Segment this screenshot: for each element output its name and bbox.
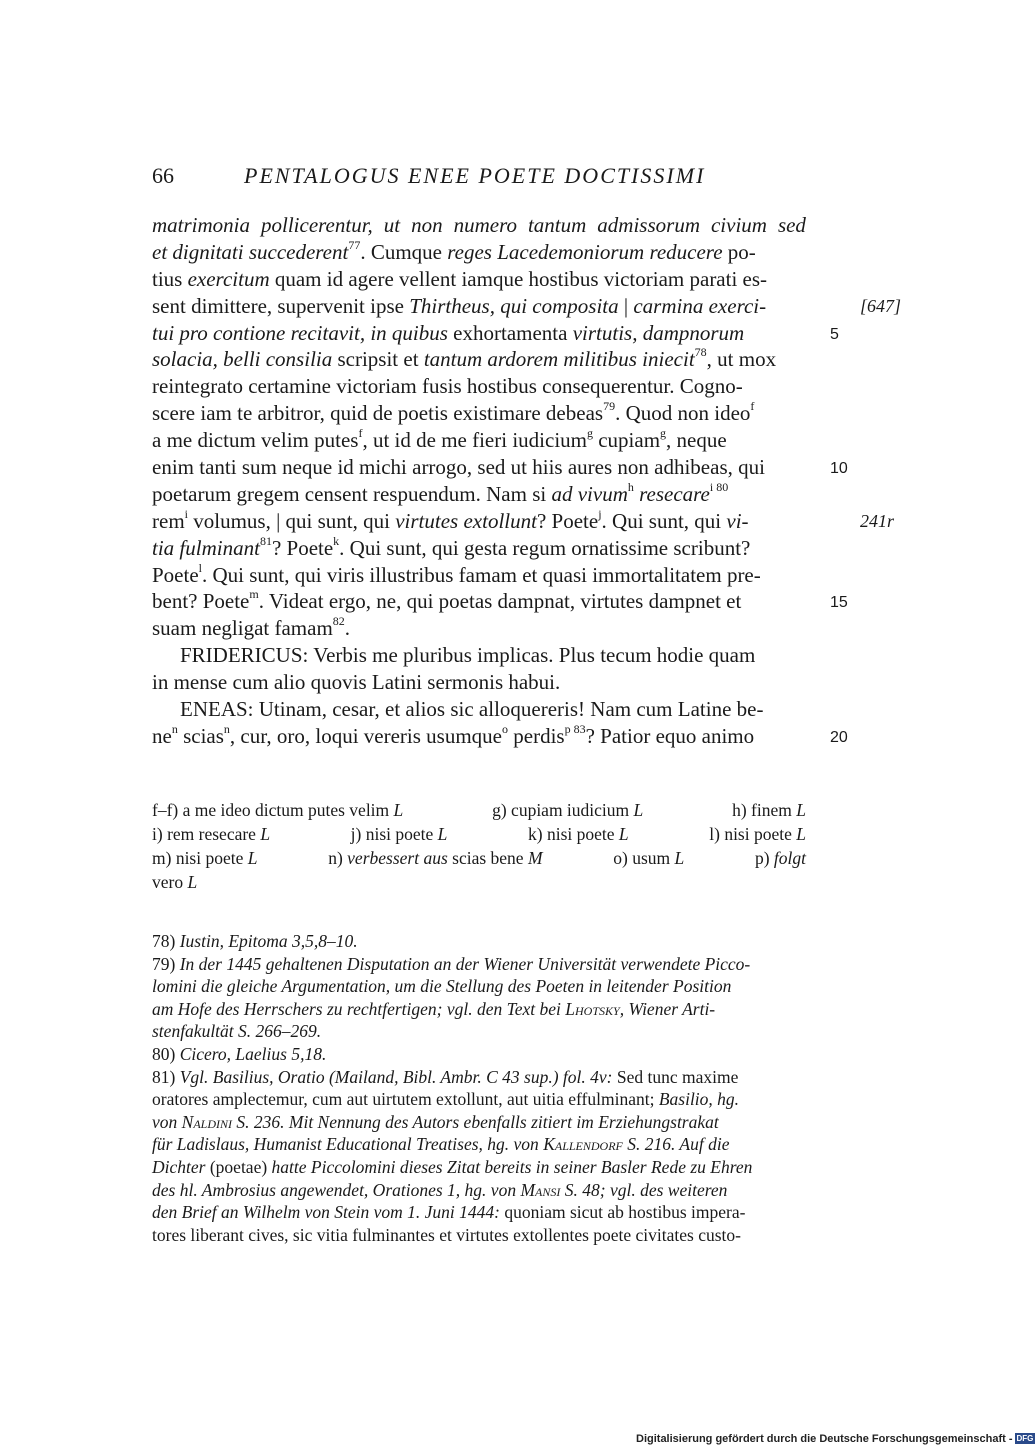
footnote-ref: 78: [694, 345, 707, 360]
footnote-line: lomini die gleiche Argumentation, um die Stellung des Poeten in leitender Position: [152, 976, 732, 997]
word: admissorum: [597, 213, 700, 237]
text-line: [152, 212, 806, 239]
footnote-line: tores liberant cives, sic vitia fulminantes et virtutes extollentes poete civitates custo-: [152, 1224, 741, 1245]
footnote-79: 79) In der 1445 gehaltenen Disputation an der Wiener Universität verwendete Picco-: [152, 953, 751, 974]
line-number: 5: [830, 325, 839, 343]
footnote-line: am Hofe des Herrschers zu rechtfertigen; vgl. den Text bei Lhotsky, Wiener Arti-: [152, 998, 716, 1019]
word: sed: [777, 213, 806, 237]
footnote-ref: 82: [332, 614, 345, 629]
text-line: tui pro contione recitavit, in quibus exhortamenta virtutis, dampnorum 5: [152, 320, 806, 347]
apparatus-line: m) nisi poete L n) verbessert aus scias bene M o) usum L p) folgt: [152, 848, 806, 868]
text-line: scere iam te arbitror, quid de poetis existimare debeas$^{79}$. Quod non ideo$^f$: [152, 399, 755, 426]
footnote-line: oratores amplectemur, cum aut uirtutem extollunt, aut uitia effulminant; Basilio, hg.: [152, 1089, 740, 1110]
footnote-line: für Ladislaus, Humanist Educational Treatises, hg. von Kallendorf S. 216. Auf die: [152, 1134, 730, 1155]
text-line: ENEAS: Utinam, cesar, et alios sic alloquereris! Nam cum Latine be-: [180, 697, 764, 722]
word: matrimonia: [152, 213, 251, 237]
line-number: 10: [830, 460, 848, 478]
text-line: reintegrato certamine victoriam fusis hostibus consequerentur. Cogno-: [152, 374, 743, 399]
word: tantum: [527, 213, 587, 237]
footnote-line: des hl. Ambrosius angewendet, Orationes 1, hg. von Mansi S. 48; vgl. des weiteren: [152, 1179, 728, 1200]
footnote-80: 80) Cicero, Laelius 5,18.: [152, 1043, 327, 1064]
text-line: FRIDERICUS: Verbis me pluribus implicas. Plus tecum hodie quam: [180, 643, 756, 668]
text-line: enim tanti sum neque id michi arrogo, sed ut hiis aures non adhibeas, qui 10: [152, 454, 806, 481]
text-line: $ne^n$ scias$^n$, cur, oro, loqui vereris usumque$^o$ perdis$^{p 83}$? Patior equo animo 20: [152, 723, 806, 750]
digitization-credit: Digitalisierung gefördert durch die Deutsche Forschungsgemeinschaft - DFG: [636, 1433, 1034, 1445]
margin-reference: [647]: [860, 295, 902, 316]
footnote-ref: 79: [603, 399, 616, 414]
line-number: 15: [830, 594, 848, 612]
text-line: Poete$^l$. Qui sunt, qui viris illustribus famam et quasi immortalitatem pre-: [152, 560, 761, 587]
word: non: [411, 213, 443, 237]
text-line: poetarum gregem censent respuendum. Nam si ad vivum$^h$ resecare$^{i 80}$: [152, 479, 729, 506]
footnote-ref: 77: [348, 237, 361, 252]
apparatus-line: i) rem resecare L j) nisi poete L k) nisi poete L l) nisi poete L: [152, 824, 806, 844]
apparatus-line: f–f) a me ideo dictum putes velim L g) cupiam iudicium L h) finem L: [152, 800, 806, 820]
margin-reference: 241r: [860, 510, 895, 531]
word: ut: [383, 213, 401, 237]
text-line: in mense cum alio quovis Latini sermonis habui.: [152, 670, 561, 695]
page-header: [152, 163, 812, 193]
text-line: bent? Poete$^m$. Videat ergo, ne, qui poetas dampnat, virtutes dampnet et 15: [152, 588, 806, 615]
text-line: et dignitati succederent$^{77}$. Cumque reges Lacedemoniorum reducere po-: [152, 237, 756, 264]
word: civium: [710, 213, 767, 237]
text-line: sent dimittere, supervenit ipse Thirtheus, qui composita | carmina exerci- [647]: [152, 293, 902, 318]
footnote-line: stenfakultät S. 266–269.: [152, 1021, 322, 1042]
main-text: [152, 212, 902, 750]
footnote-81: 81) Vgl. Basilius, Oratio (Mailand, Bibl. Ambr. C 43 sup.) fol. 4v: Sed tunc maxime: [152, 1066, 739, 1087]
text-line: suam negligat famam$^{82}$.: [152, 614, 351, 641]
text-line: tius exercitum quam id agere vellent iamque hostibus victoriam parati es-: [152, 266, 768, 291]
page-number: 66: [152, 163, 174, 188]
footnote-line: Dichter (poetae) hatte Piccolomini dieses Zitat bereits in seiner Basler Rede zu Ehren: [152, 1156, 753, 1177]
dfg-logo: DFG: [1016, 1434, 1034, 1443]
critical-apparatus: [152, 798, 806, 894]
apparatus-line: vero L: [152, 872, 198, 892]
footnote-line: von Naldini S. 236. Mit Nennung des Autors ebenfalls zitiert im Erziehungstrakat: [152, 1111, 719, 1132]
footnote-line: den Brief an Wilhelm von Stein vom 1. Juni 1444: quoniam sicut ab hostibus impera-: [152, 1202, 746, 1223]
footnote-ref: 81: [259, 533, 272, 548]
footnotes: [152, 930, 806, 1246]
running-title: PENTALOGUS ENEE POETE DOCTISSIMI: [244, 163, 706, 188]
text-line: solacia, belli consilia scripsit et tantum ardorem militibus iniecit$^{78}$, ut mox: [152, 345, 777, 372]
line-number: 20: [830, 728, 848, 746]
text-line: tia fulminant$^{81}$? Poete$^k$. Qui sunt, qui gesta regum ornatissime scribunt?: [152, 533, 751, 560]
text-line: rem$^i$ volumus, | qui sunt, qui virtutes extollunt? Poete$^j$. Qui sunt, qui vi- 241r: [152, 506, 895, 533]
footnote-78: 78) Iustin, Epitoma 3,5,8–10.: [152, 931, 358, 951]
word: pollicerentur,: [261, 213, 373, 237]
text-line: a me dictum velim putes$^f$, ut id de me fieri iudicium$^g$ cupiam$^g$, neque: [152, 426, 727, 453]
word: numero: [453, 213, 517, 237]
